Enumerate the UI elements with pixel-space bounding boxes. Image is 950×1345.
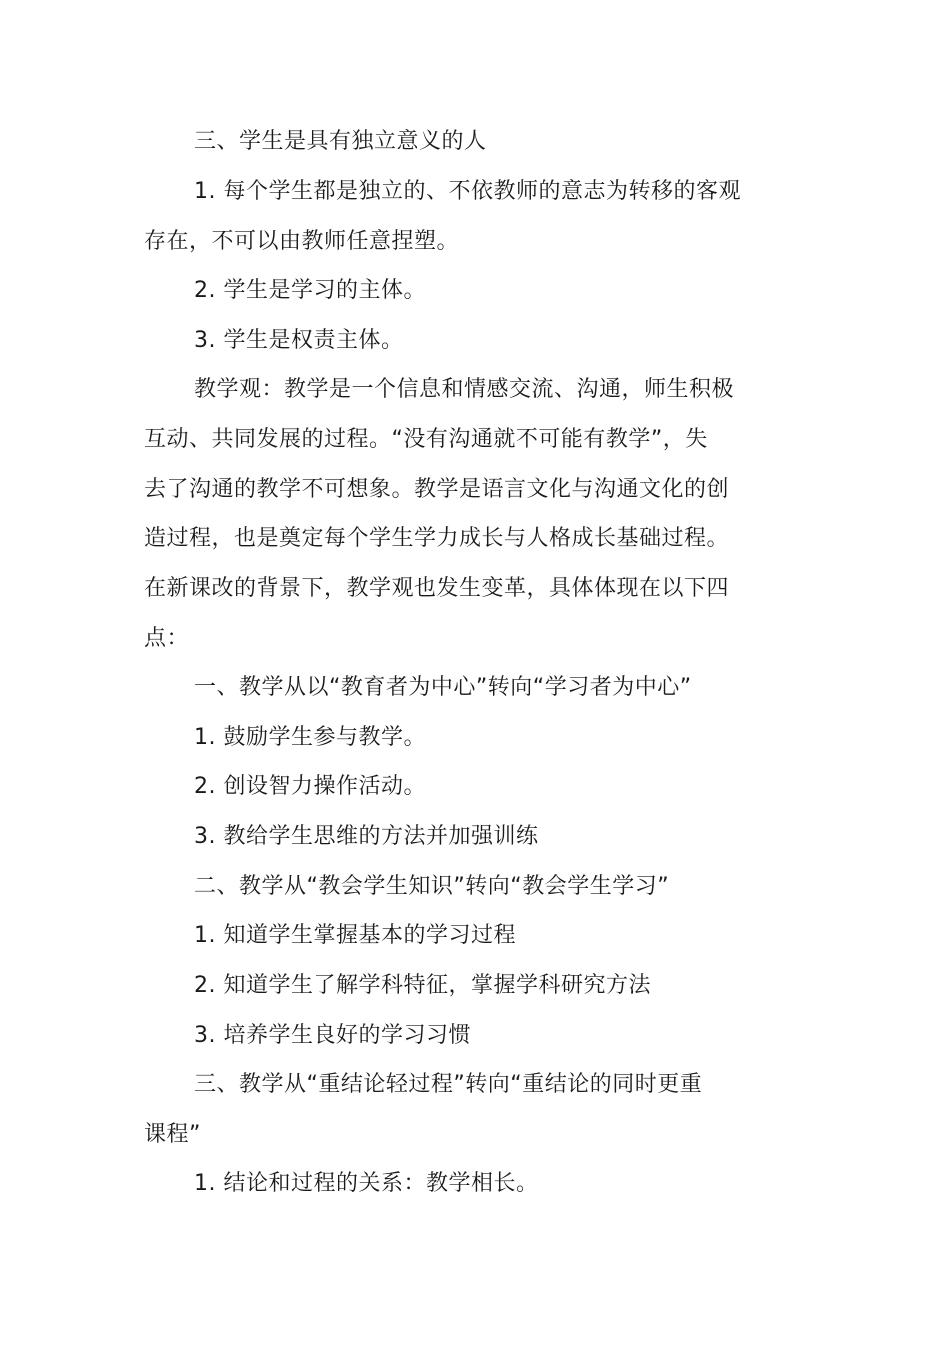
list-item: 2. 学生是学习的主体。: [194, 278, 426, 303]
section-heading: 三、学生是具有独立意义的人: [194, 129, 487, 154]
section-heading: 一、教学从以“教育者为中心”转向“学习者为中心”: [194, 675, 692, 700]
list-item: 3. 学生是权责主体。: [194, 328, 404, 353]
section-heading-continued: 课程”: [144, 1122, 201, 1147]
paragraph-line: 造过程，也是奠定每个学生学力成长与人格成长基础过程。: [144, 526, 730, 551]
list-item: 1. 结论和过程的关系：教学相长。: [194, 1171, 539, 1196]
list-item: 2. 知道学生了解学科特征，掌握学科研究方法: [194, 973, 651, 998]
list-item: 1. 知道学生掌握基本的学习过程: [194, 923, 516, 948]
paragraph-line: 存在，不可以由教师任意捏塑。: [144, 229, 460, 254]
section-heading: 三、教学从“重结论轻过程”转向“重结论的同时更重: [194, 1072, 703, 1097]
list-item: 3. 教给学生思维的方法并加强训练: [194, 824, 539, 849]
paragraph-line: 去了沟通的教学不可想象。教学是语言文化与沟通文化的创: [144, 477, 730, 502]
paragraph-line: 教学观：教学是一个信息和情感交流、沟通，师生积极: [194, 377, 735, 402]
paragraph-line: 点：: [144, 626, 190, 651]
paragraph-line: 1. 每个学生都是独立的、不依教师的意志为转移的客观: [194, 179, 741, 204]
paragraph-line: 在新课改的背景下，教学观也发生变革，具体体现在以下四: [144, 576, 730, 601]
paragraph-line: 互动、共同发展的过程。“没有沟通就不可能有教学”，失: [144, 427, 708, 452]
list-item: 2. 创设智力操作活动。: [194, 774, 426, 799]
list-item: 1. 鼓励学生参与教学。: [194, 725, 426, 750]
section-heading: 二、教学从“教会学生知识”转向“教会学生学习”: [194, 874, 670, 899]
list-item: 3. 培养学生良好的学习习惯: [194, 1023, 471, 1048]
